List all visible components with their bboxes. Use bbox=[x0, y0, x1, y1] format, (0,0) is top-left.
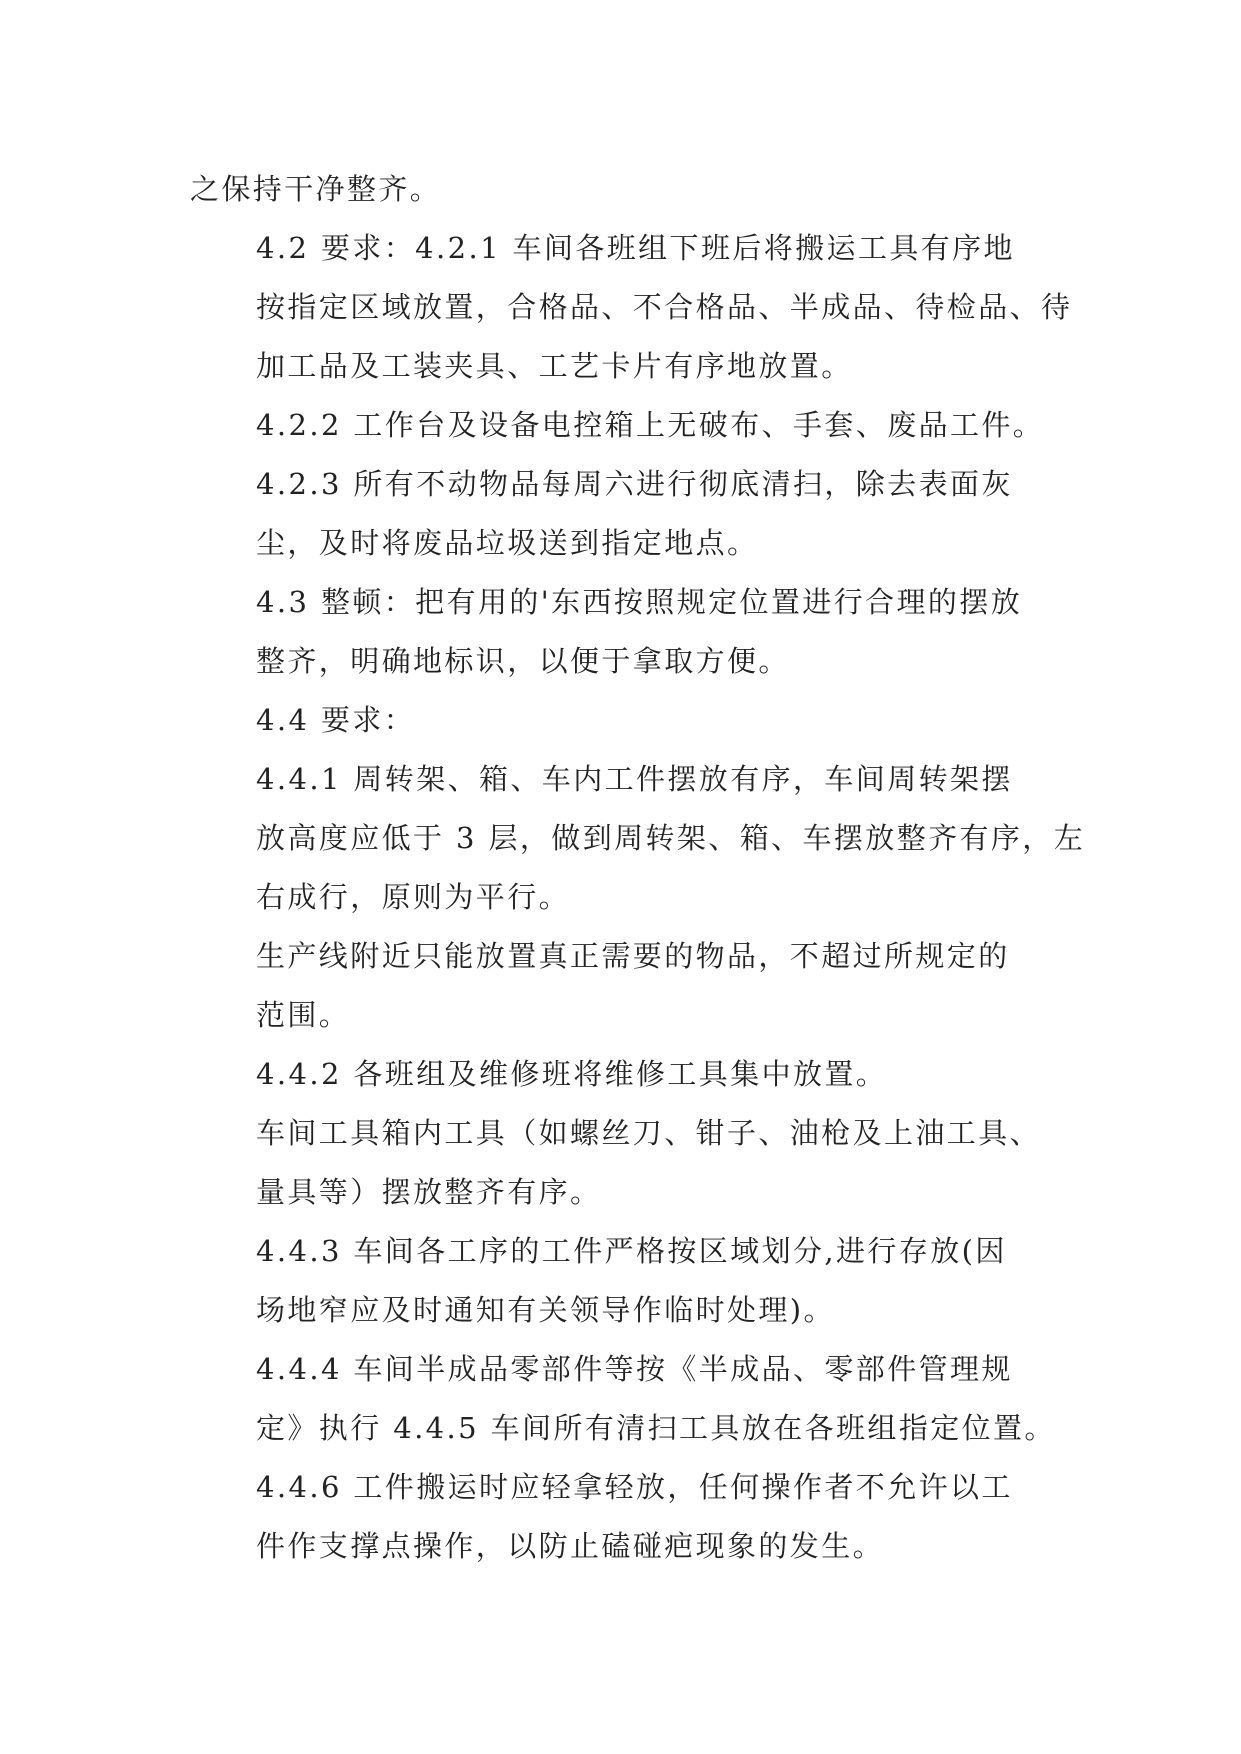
paragraph bbox=[190, 1104, 1070, 1222]
paragraph bbox=[190, 573, 1070, 691]
text-line: 场地窄应及时通知有关领导作临时处理)。 bbox=[256, 1293, 835, 1327]
text-line: 4.4.4 车间半成品零部件等按《半成品、零部件管理规 bbox=[256, 1352, 1013, 1386]
text-line: 定》执行 4.4.5 车间所有清扫工具放在各班组指定位置。 bbox=[256, 1411, 1056, 1445]
paragraph bbox=[190, 396, 1070, 455]
text-line: 整齐，明确地标识，以便于拿取方便。 bbox=[256, 644, 790, 678]
text-line: 4.2.2 工作台及设备电控箱上无破布、手套、废品工件。 bbox=[256, 408, 1045, 442]
paragraph bbox=[190, 1045, 1070, 1104]
text-line: 4.4 要求： bbox=[256, 703, 416, 737]
text-line: 量具等）摆放整齐有序。 bbox=[256, 1175, 602, 1209]
paragraph bbox=[190, 455, 1070, 573]
text-line: 生产线附近只能放置真正需要的物品，不超过所规定的 bbox=[256, 939, 1010, 973]
text-line: 之保持干净整齐。 bbox=[190, 172, 442, 206]
text-line: 4.4.1 周转架、箱、车内工件摆放有序，车间周转架摆 bbox=[256, 762, 1013, 796]
text-line: 车间工具箱内工具（如螺丝刀、钳子、油枪及上油工具、 bbox=[256, 1116, 1042, 1150]
text-line: 按指定区域放置，合格品、不合格品、半成品、待检品、待 bbox=[256, 290, 1073, 324]
text-line: 4.3 整顿：把有用的'东西按照规定位置进行合理的摆放 bbox=[256, 585, 1023, 619]
text-line: 4.4.2 各班组及维修班将维修工具集中放置。 bbox=[256, 1057, 888, 1091]
text-line: 4.4.6 工件搬运时应轻拿轻放，任何操作者不允许以工 bbox=[256, 1470, 1013, 1504]
text-line: 4.2.3 所有不动物品每周六进行彻底清扫，除去表面灰 bbox=[256, 467, 1013, 501]
paragraph bbox=[190, 1340, 1070, 1458]
paragraph bbox=[190, 750, 1086, 927]
text-line: 加工品及工装夹具、工艺卡片有序地放置。 bbox=[256, 349, 853, 383]
paragraph bbox=[190, 927, 1070, 1045]
text-line: 尘，及时将废品垃圾送到指定地点。 bbox=[256, 526, 759, 560]
paragraph bbox=[190, 160, 1070, 219]
paragraph bbox=[190, 691, 1070, 750]
text-line: 4.4.3 车间各工序的工件严格按区域划分,进行存放(因 bbox=[256, 1234, 1007, 1268]
paragraph bbox=[190, 1222, 1070, 1340]
text-line: 范围。 bbox=[256, 998, 351, 1032]
text-line: 右成行，原则为平行。 bbox=[256, 880, 571, 914]
text-line: 放高度应低于 3 层，做到周转架、箱、车摆放整齐有序，左 bbox=[256, 821, 1086, 855]
text-line: 件作支撑点操作，以防止磕碰疤现象的发生。 bbox=[256, 1529, 885, 1563]
document-body bbox=[190, 160, 1086, 1576]
paragraph bbox=[190, 219, 1073, 396]
text-line: 4.2 要求：4.2.1 车间各班组下班后将搬运工具有序地 bbox=[256, 231, 1015, 265]
paragraph bbox=[190, 1458, 1070, 1576]
